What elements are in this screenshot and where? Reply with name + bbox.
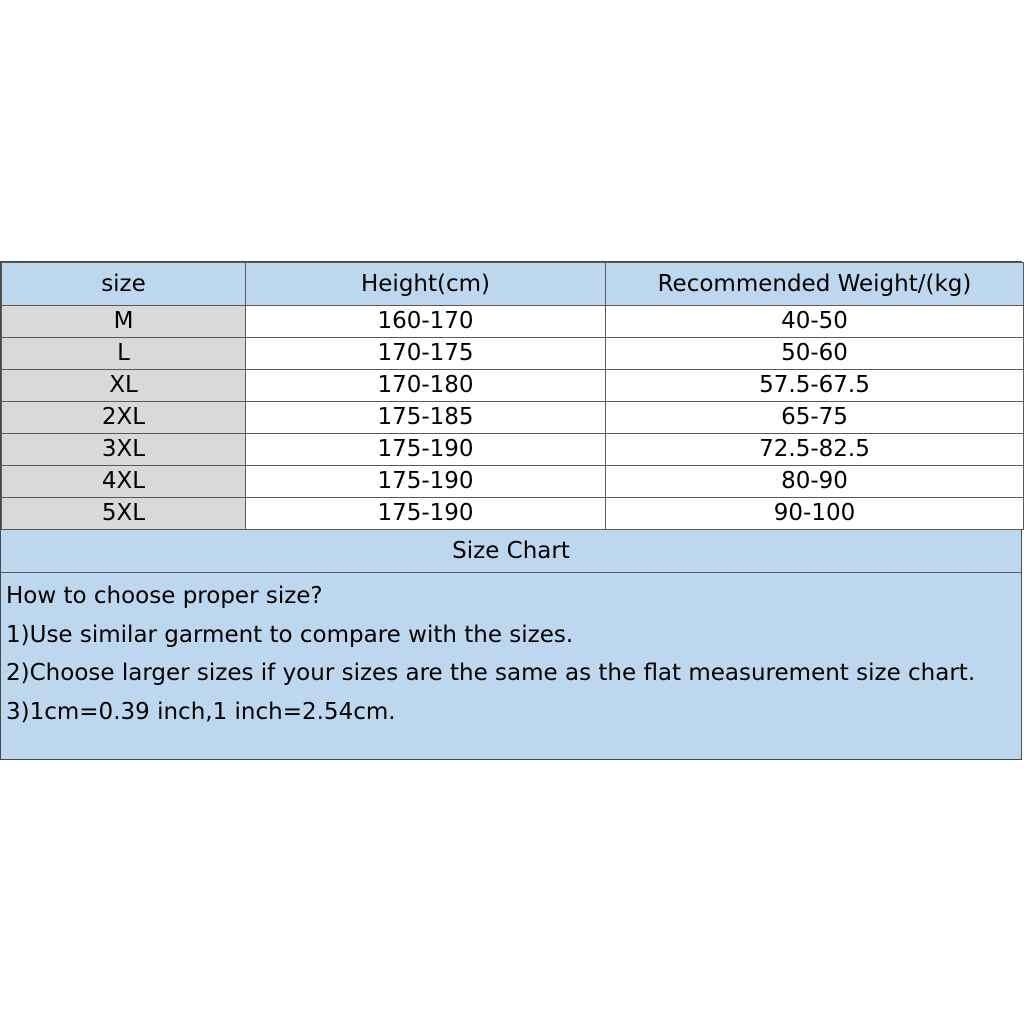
table-row: [2, 498, 1024, 530]
header-size: size: [2, 263, 246, 306]
size-cell: 3XL: [2, 434, 246, 466]
table-row: [2, 434, 1024, 466]
table-header-row: [2, 263, 1024, 306]
height-cell: 175-190: [246, 498, 606, 530]
height-cell: 175-190: [246, 434, 606, 466]
size-cell: 4XL: [2, 466, 246, 498]
header-height: Height(cm): [246, 263, 606, 306]
header-weight: Recommended Weight/(kg): [606, 263, 1024, 306]
size-cell: XL: [2, 370, 246, 402]
size-table: [1, 262, 1024, 530]
table-row: [2, 306, 1024, 338]
height-cell: 170-175: [246, 338, 606, 370]
size-cell: 5XL: [2, 498, 246, 530]
table-row: [2, 370, 1024, 402]
notes-line: 2)Choose larger sizes if your sizes are the same as the flat measurement size chart.: [6, 660, 976, 686]
table-row: [2, 466, 1024, 498]
notes-line: 1)Use similar garment to compare with the sizes.: [6, 621, 574, 648]
weight-cell: 50-60: [606, 338, 1024, 370]
height-cell: 160-170: [246, 306, 606, 338]
table-row: [2, 402, 1024, 434]
table-row: [2, 338, 1024, 370]
notes-question: How to choose proper size?: [6, 583, 323, 609]
size-chart-sheet: [0, 261, 1022, 760]
weight-cell: 40-50: [606, 306, 1024, 338]
height-cell: 170-180: [246, 370, 606, 402]
notes-line: 3)1cm=0.39 inch,1 inch=2.54cm.: [6, 698, 396, 725]
chart-title: Size Chart: [1, 530, 1021, 573]
weight-cell: 65-75: [606, 402, 1024, 434]
weight-cell: 80-90: [606, 466, 1024, 498]
height-cell: 175-190: [246, 466, 606, 498]
weight-cell: 57.5-67.5: [606, 370, 1024, 402]
size-cell: M: [2, 306, 246, 338]
size-cell: 2XL: [2, 402, 246, 434]
size-cell: L: [2, 338, 246, 370]
height-cell: 175-185: [246, 402, 606, 434]
weight-cell: 72.5-82.5: [606, 434, 1024, 466]
size-notes: [1, 573, 1021, 759]
weight-cell: 90-100: [606, 498, 1024, 530]
